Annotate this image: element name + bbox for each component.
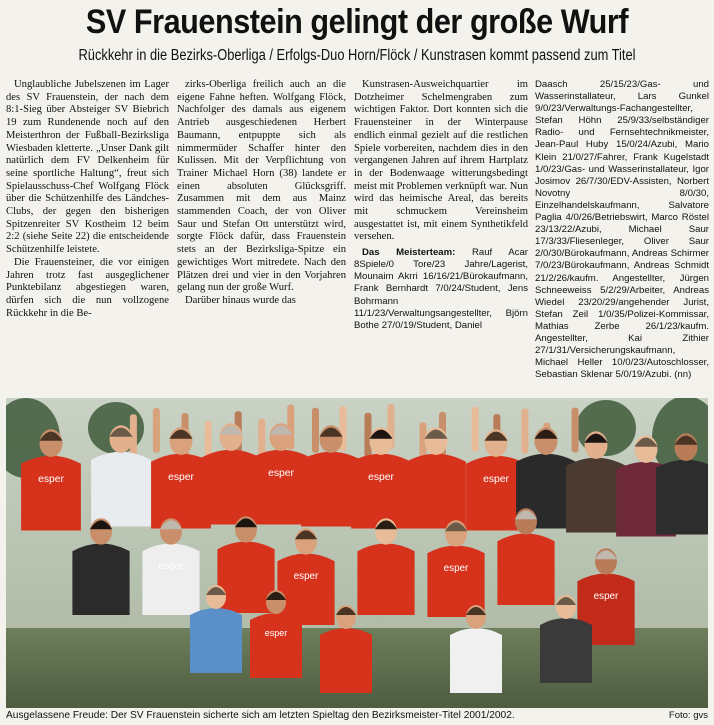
jersey-sponsor-text: esper bbox=[483, 474, 509, 486]
photo-caption bbox=[6, 709, 708, 723]
raised-arm bbox=[472, 407, 479, 452]
article-column-4 bbox=[535, 79, 709, 384]
raised-arm bbox=[153, 408, 160, 453]
article-paragraph: Unglaubliche Jubelszenen im Lager des SV Frauenstein, der nach dem 8:1-Sieg über Absteiger SV Biebrich 19 zum Rundenende noch auf den Meisterthron der Fußball-Bezirksliga Wiesbaden kletterte. „Unser Dank gilt natürlich dem FV Delkenheim für seine sportliche Haltung“, freut sich Spielausschuss-Chef Wolfgang Flöck über die Schützenhilfe des Ländches-Clubs, der gegen den bisherigen Spitzenreiter SV Kostheim 12 beim 2:2 (siehe Seite 22) die entscheidende Schützenhilfe leistete. bbox=[6, 79, 169, 256]
jersey-sponsor-text: esper bbox=[268, 468, 294, 480]
article-paragraph: Darüber hinaus wurde das bbox=[185, 294, 296, 306]
subheadline: Rückkehr in die Bezirks-Oberliga / Erfolgs-Duo Horn/Flöck / Kunstrasen kommt passend zum Titel bbox=[78, 47, 636, 64]
headline: SV Frauenstein gelingt der große Wurf bbox=[85, 3, 629, 41]
jersey-sponsor-text: esper bbox=[38, 474, 64, 486]
article-paragraph: Die Frauensteiner, die vor einigen Jahren trotz fast ausgeglichener Punktebilanz abgestiegen waren, dürfen sich die nun vollzogene Rückkehr in die Be- bbox=[6, 256, 169, 319]
author-tag: (nn) bbox=[674, 369, 692, 381]
raised-arm bbox=[364, 413, 371, 458]
jersey-sponsor-text: esper bbox=[593, 590, 619, 602]
article-column-1 bbox=[6, 79, 169, 384]
team-photo-illustration bbox=[6, 398, 708, 708]
article-column-2 bbox=[177, 79, 346, 384]
meisterteam-paragraph bbox=[354, 247, 528, 332]
jersey-sponsor-text: esper bbox=[443, 562, 469, 574]
raised-arm bbox=[312, 408, 319, 453]
jersey-sponsor-text: esper bbox=[158, 560, 184, 572]
team-photo bbox=[6, 398, 708, 708]
meisterteam-list-part-1: Rauf Acar 8Spiele/0 Tore/23 Jahre/Lagerist, Mounaim Akrri 16/16/21/Bürokaufmann, Frank Bernhardt 7/0/24/Student, Jens Bohrmann 11/1/23/Verwaltungsangestellter, Björn Bothe 27/0/19/Student, Daniel bbox=[354, 247, 528, 331]
raised-arm bbox=[572, 408, 579, 453]
article-column-3 bbox=[354, 79, 528, 384]
caption-text: Ausgelassene Freude: Der SV Frauenstein sicherte sich am letzten Spieltag den Bezirksmeister-Titel 2001/2002. bbox=[6, 710, 515, 721]
meisterteam-label: Das Meisterteam: bbox=[362, 247, 456, 259]
article-paragraph: Kunstrasen-Ausweichquartier im Dotzheimer Schelmengraben zum wichtigen Faktor. Dort konnten sich die Frauensteiner in der Winterpause endlich einmal gezielt auf die restlichen Spiele vorbereiten, nachdem dies in den vergangenen Jahren auf ihrem Hartplatz in der Bodenwaage witterungsbedingt meist mit Problemen verknüpft war. Nun wird das heimische Areal, das bereits mit schmuckem Vereinsheim ausgestattet ist, mit einem Synthetikfeld versehen. bbox=[354, 79, 528, 243]
jersey-sponsor-text: esper bbox=[368, 472, 394, 484]
article-paragraph: zirks-Oberliga freilich auch an die eigene Fahne heften. Wolfgang Flöck, Nachfolger des damals aus eigenem Antrieb ausgeschiedenen Herbert Baumann, entpuppte sich als nimmermüder Schaffer hinter den Kulissen. Mit der Verpflichtung von Trainer Michael Horn (38) landete er einen absoluten Glücksgriff. Zusammen mit dem aus Mainz stammenden Coach, der von Oliver Saur und Stefan Ott unterstützt wird, sorgte Flöck dafür, dass Frauenstein stets an der Bezirksliga-Spitze ein gewichtiges Wort mitredete. Nach den Plätzen drei und vier in den Vorjahren gelang nun der große Wurf. bbox=[177, 79, 346, 294]
raised-arm bbox=[521, 409, 528, 454]
meisterteam-list-part-2: Daasch 25/15/23/Gas- und Wasserinstallateur, Lars Gunkel 9/0/23/Verwaltungs-Fachangestellter, Stefan Höhn 25/9/33/selbständiger Radio- und Fernsehtechnikmeister, Jean-Paul Huby 15/0/24/Azubi, Mario Klein 21/0/27/Fahrer, Frank Kugelstadt 1/0/23/Gas- und Wasserinstallateur, Igor Josimov 26/7/30/EDV-Assisten, Norbert Novotny 8/0/30, Einzelhandelskaufmann, Salvatore Paglia 4/0/26/Betriebswirt, Marco Röstel 23/13/22/Azubi, Michael Saur 17/3/33/Fliesenleger, Oliver Saur 2/0/30/Bürokaufmann, Andreas Schirmer 7/0/23/Bürokaufmann, Andreas Schmidt 21/2/26/kaufm. Angestellter, Jürgen Schneeweiss 5/2/29/Arbeiter, Andreas Wiedel 23/20/29/angehender Jurist, Stefan Zeil 1/0/35/Polizei-Kommissar, Mathias Zerbe 26/1/23/kaufm. Angestellter, Kai Zithier 27/1/31/Versicherungskaufmann, Michael Heller 10/0/23/Autoschlosser, Sebastian Sklenar 5/0/19/Azubi. bbox=[535, 79, 709, 381]
jersey-sponsor-text: esper bbox=[264, 628, 288, 638]
photo-credit: Foto: gvs bbox=[668, 710, 708, 721]
jersey-sponsor-text: esper bbox=[293, 570, 319, 582]
jersey-sponsor-text: esper bbox=[168, 472, 194, 484]
